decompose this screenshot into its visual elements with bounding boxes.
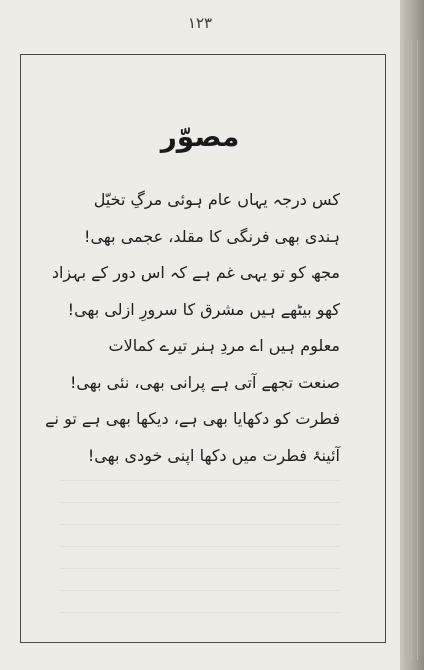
verse-line: صنعت تجھے آتی ہے پرانی بھی، نئی بھی!: [70, 372, 340, 392]
verse-line: فطرت کو دکھایا بھی ہے، دیکھا بھی ہے تو نے: [45, 409, 340, 428]
bleed-through-texture: [60, 480, 340, 630]
top-border-rule: [20, 54, 386, 55]
verse-line: مجھ کو تو یہی غم ہے کہ اس دور کے بہزاد: [51, 263, 340, 282]
verse-line: کس درجہ یہاں عام ہوئی مرگِ تخیّل: [93, 190, 340, 209]
page-edge-line: [417, 40, 418, 660]
verse-line: معلوم ہیں اے مردِ ہنر تیرے کمالات: [108, 336, 340, 355]
page-edge-line: [411, 40, 412, 660]
poem-title: مصوّر: [160, 120, 240, 153]
verse-line: کھو بیٹھے ہیں مشرق کا سرورِ ازلی بھی!: [67, 299, 340, 319]
book-page-edge: [400, 0, 424, 670]
page-number: ۱۲۳: [187, 14, 213, 32]
page-edge-line: [405, 40, 406, 660]
poem-verses: [45, 182, 340, 474]
bottom-border-rule: [20, 642, 386, 643]
verse-line: آئینۂ فطرت میں دکھا اپنی خودی بھی!: [87, 445, 340, 465]
verse-line: ہندی بھی فرنگی کا مقلد، عجمی بھی!: [84, 226, 340, 246]
